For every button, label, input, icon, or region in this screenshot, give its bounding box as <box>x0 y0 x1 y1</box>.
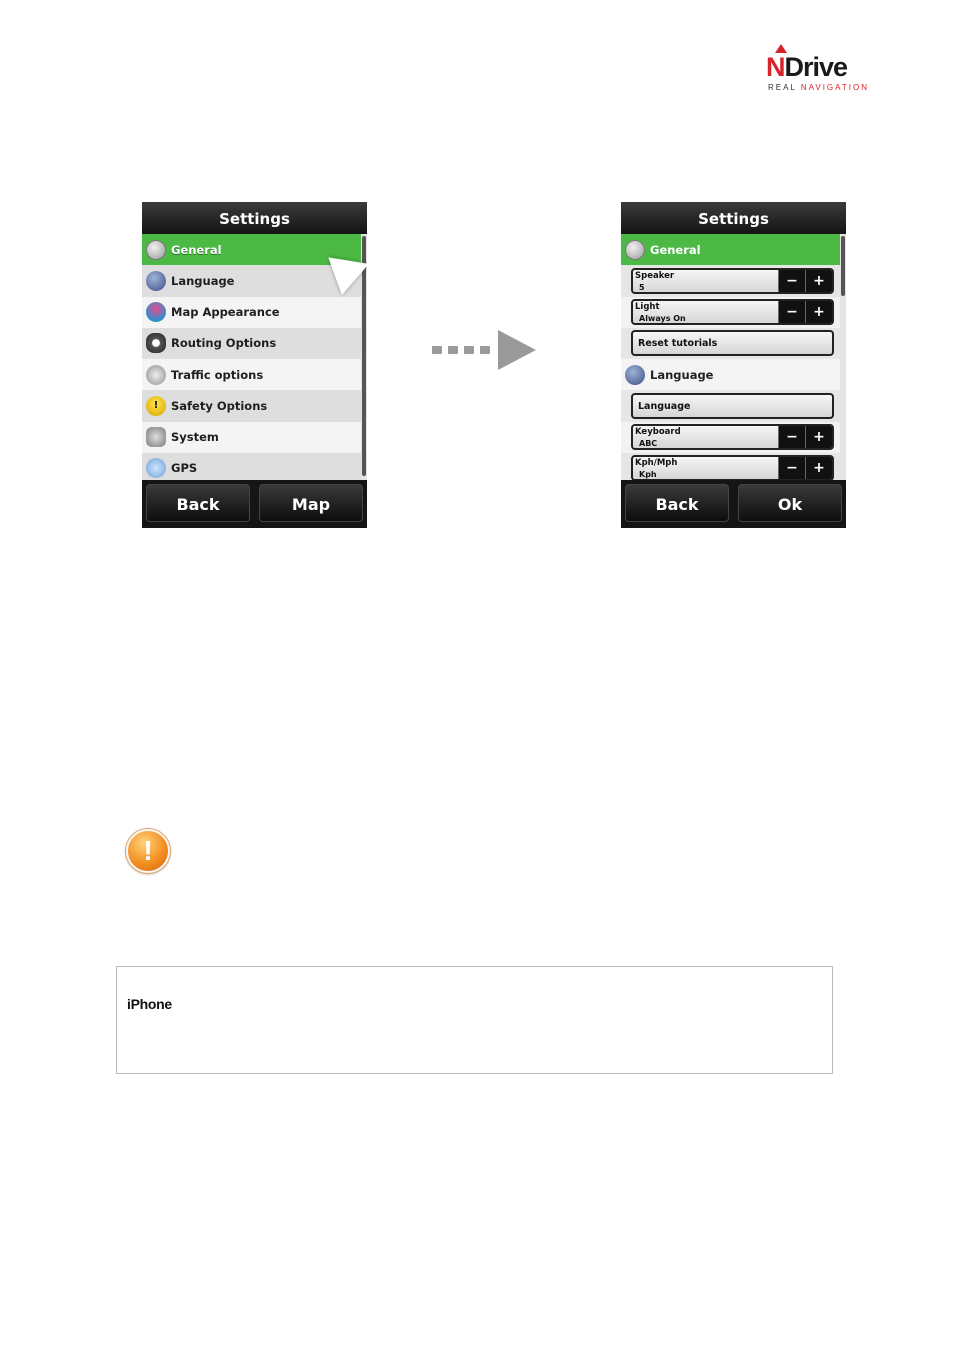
settings-item-language[interactable]: Language <box>142 265 361 296</box>
traffic-icon <box>146 365 166 385</box>
section-header-language: Language <box>621 359 840 390</box>
back-button[interactable]: Back <box>146 484 250 522</box>
kphmph-setting-row <box>621 453 840 480</box>
settings-item-general[interactable]: General <box>142 234 361 265</box>
safety-icon: ! <box>146 396 166 416</box>
general-icon <box>146 240 166 260</box>
reset-tutorials-button[interactable]: Reset tutorials <box>631 330 834 356</box>
speaker-stepper[interactable]: Speaker 5 − + <box>631 268 834 294</box>
light-plus-button[interactable]: + <box>805 301 832 323</box>
speaker-minus-button[interactable]: − <box>778 270 805 292</box>
keyboard-setting-row <box>621 422 840 453</box>
language-icon <box>625 365 645 385</box>
logo-tagline: REAL NAVIGATION <box>768 83 869 92</box>
keyboard-minus-button[interactable]: − <box>778 426 805 448</box>
light-stepper[interactable]: Light Always On − + <box>631 299 834 325</box>
system-icon <box>146 427 166 447</box>
screen-footer <box>142 480 367 528</box>
language-row <box>621 390 840 421</box>
settings-item-map-appearance[interactable]: Map Appearance <box>142 297 361 328</box>
logo-wordmark: NDrive <box>766 52 848 82</box>
speaker-plus-button[interactable]: + <box>805 270 832 292</box>
note-box <box>116 966 833 1074</box>
kphmph-stepper[interactable]: Kph/Mph Kph − + <box>631 455 834 480</box>
general-settings-list[interactable] <box>621 234 840 480</box>
settings-item-system[interactable]: System <box>142 422 361 453</box>
settings-list[interactable] <box>142 234 361 480</box>
section-header-general: General <box>621 234 840 265</box>
warning-icon: ! <box>126 829 170 873</box>
reset-tutorials-row <box>621 328 840 359</box>
keyboard-plus-button[interactable]: + <box>805 426 832 448</box>
light-setting-row <box>621 297 840 328</box>
kphmph-plus-button[interactable]: + <box>805 457 832 479</box>
speaker-setting-row <box>621 265 840 296</box>
settings-item-routing-options[interactable]: Routing Options <box>142 328 361 359</box>
settings-item-gps[interactable]: GPS <box>142 453 361 480</box>
general-icon <box>625 240 645 260</box>
scrollbar[interactable] <box>840 234 846 480</box>
scrollbar-thumb[interactable] <box>841 236 845 296</box>
settings-item-safety-options[interactable]: ! Safety Options <box>142 390 361 421</box>
map-button[interactable]: Map <box>259 484 363 522</box>
ndrive-logo <box>766 46 870 96</box>
settings-item-traffic-options[interactable]: Traffic options <box>142 359 361 390</box>
map-icon <box>146 302 166 322</box>
routing-icon <box>146 333 166 353</box>
light-minus-button[interactable]: − <box>778 301 805 323</box>
language-icon <box>146 271 166 291</box>
screen-title: Settings <box>621 202 846 234</box>
keyboard-stepper[interactable]: Keyboard ABC − + <box>631 424 834 450</box>
back-button[interactable]: Back <box>625 484 729 522</box>
settings-screen-menu <box>142 202 367 528</box>
screen-footer <box>621 480 846 528</box>
screen-title: Settings <box>142 202 367 234</box>
gps-icon <box>146 458 166 478</box>
note-heading: iPhone <box>127 996 172 1012</box>
kphmph-minus-button[interactable]: − <box>778 457 805 479</box>
ok-button[interactable]: Ok <box>738 484 842 522</box>
language-button[interactable]: Language <box>631 393 834 419</box>
settings-screen-general <box>621 202 846 528</box>
transition-arrow-icon <box>430 330 540 370</box>
